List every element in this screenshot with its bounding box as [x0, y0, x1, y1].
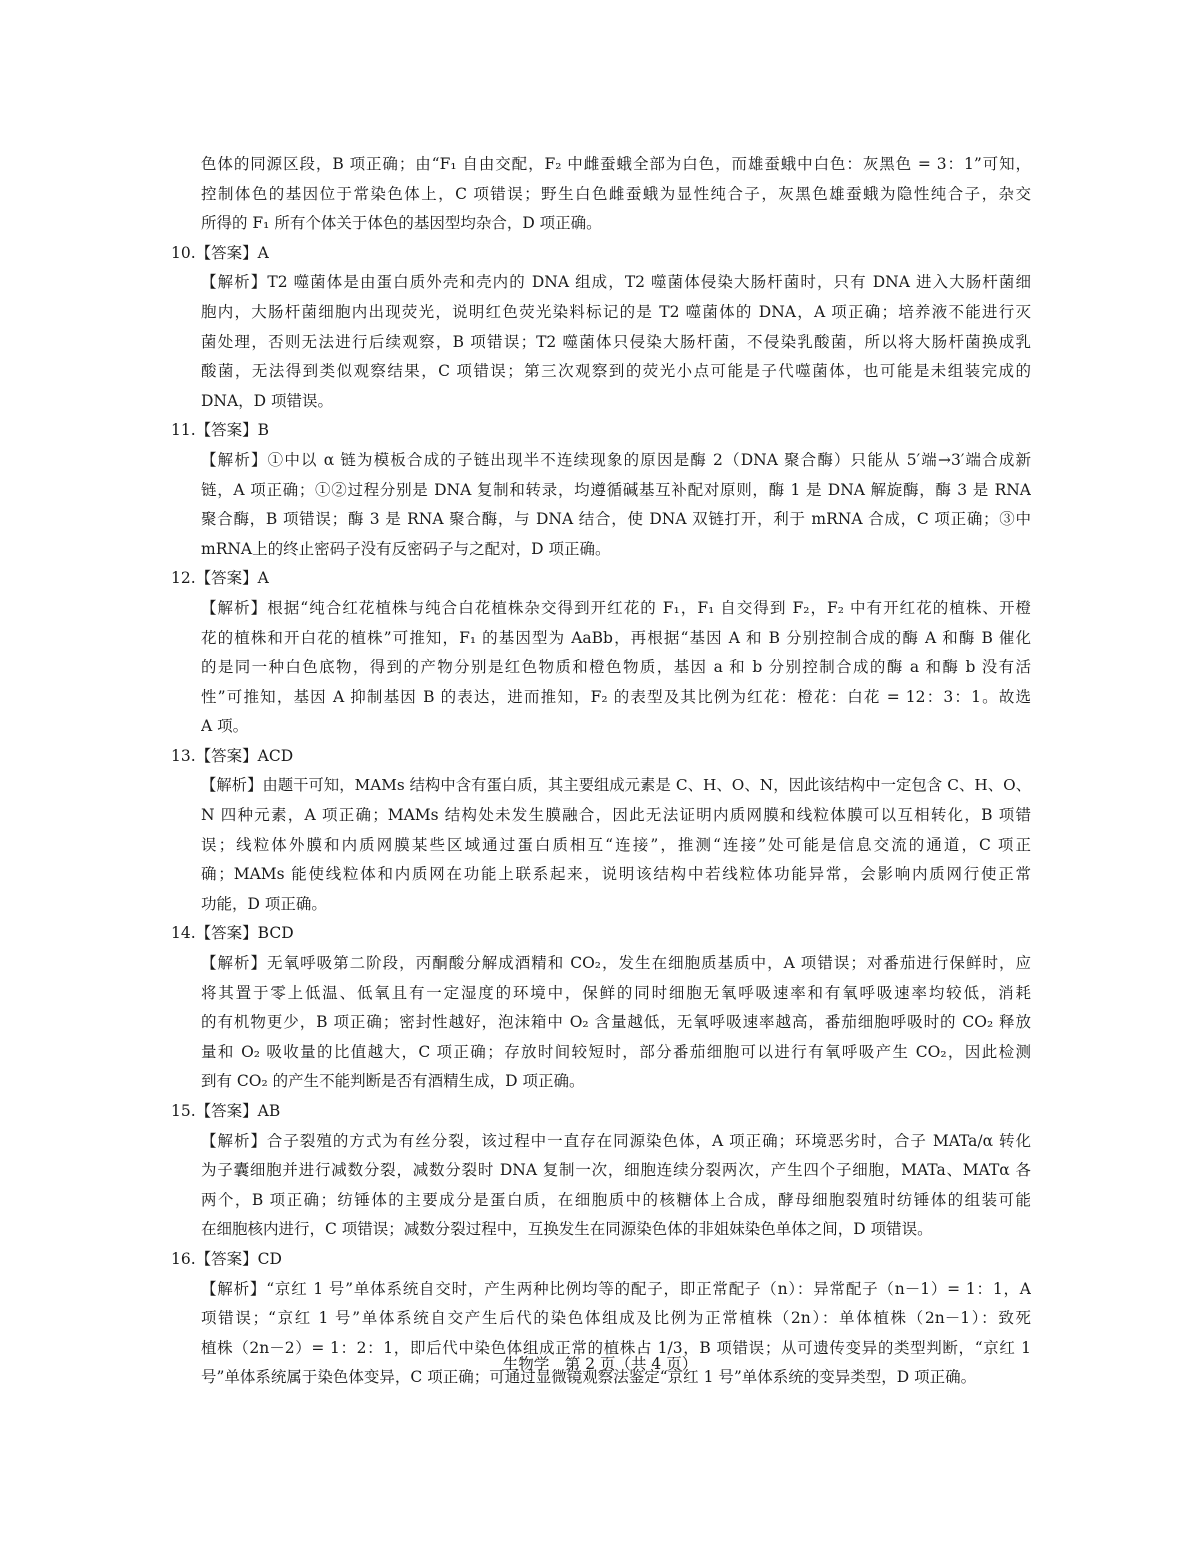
- text-line: 误；线粒体外膜和内质网膜某些区域通过蛋白质相互“连接”，推测“连接”处可能是信息交流的通道，C 项正: [201, 835, 1031, 854]
- answer-heading: 11.【答案】B: [171, 421, 270, 440]
- text-line: A 项。: [201, 717, 249, 736]
- text-line: 植株（2n－2）= 1：2：1，即后代中染色体组成正常的植株占 1/3，B 项错误；从可遗传变异的类型判断，“京红 1: [201, 1338, 1031, 1357]
- text-line: 色体的同源区段，B 项正确；由“F₁ 自由交配，F₂ 中雌蚕蛾全部为白色，而雄蚕蛾中白色：灰黑色 = 3：1”可知，: [201, 155, 1031, 173]
- intro-paragraph: [171, 150, 1031, 239]
- text-line: 胞内，大肠杆菌细胞内出现荧光，说明红色荧光染料标记的是 T2 噬菌体的 DNA，A 项正确；培养液不能进行灭: [201, 302, 1031, 321]
- text-line: 【解析】根据“纯合红花植株与纯合白花植株杂交得到开红花的 F₁，F₁ 自交得到 F₂，F₂ 中有开红花的植株、开橙: [201, 598, 1031, 617]
- text-line: 的有机物更少，B 项正确；密封性越好，泡沫箱中 O₂ 含量越低，无氧呼吸速率越高，番茄细胞呼吸时的 CO₂ 释放: [201, 1013, 1031, 1032]
- question-15: [171, 1097, 1031, 1245]
- answer-heading: 15.【答案】AB: [171, 1102, 281, 1120]
- question-13: [171, 742, 1031, 920]
- text-line: 号”单体系统属于染色体变异，C 项正确；可通过显微镜观察法鉴定“京红 1 号”单体系统的变异类型，D 项正确。: [201, 1368, 977, 1387]
- text-line: N 四种元素，A 项正确；MAMs 结构处未发生膜融合，因此无法证明内质网膜和线粒体膜可以互相转化，B 项错: [201, 806, 1031, 825]
- answer-heading: 14.【答案】BCD: [171, 924, 294, 943]
- text-line: DNA，D 项错误。: [201, 391, 334, 410]
- page-footer: 生物学 第 2 页（共 4 页）: [502, 1355, 698, 1373]
- answer-key-page: [171, 150, 1031, 1393]
- text-line: 的是同一种白色底物，得到的产物分别是红色物质和橙色物质，基因 a 和 b 分别控制合成的酶 a 和酶 b 没有活: [201, 658, 1031, 677]
- text-line: 量和 O₂ 吸收量的比值越大，C 项正确；存放时间较短时，部分番茄细胞可以进行有氧呼吸产生 CO₂，因此检测: [201, 1042, 1031, 1061]
- question-11: [171, 416, 1031, 564]
- text-line: 【解析】①中以 α 链为模板合成的子链出现半不连续现象的原因是酶 2（DNA 聚合酶）只能从 5′端→3′端合成新: [201, 450, 1031, 469]
- text-line: 【解析】无氧呼吸第二阶段，丙酮酸分解成酒精和 CO₂，发生在细胞质基质中，A 项错误；对番茄进行保鲜时，应: [201, 954, 1031, 973]
- text-line: 性”可推知，基因 A 抑制基因 B 的表达，进而推知，F₂ 的表型及其比例为红花：橙花：白花 = 12：3：1。故选: [201, 687, 1031, 706]
- text-line: 【解析】“京红 1 号”单体系统自交时，产生两种比例均等的配子，即正常配子（n）：异常配子（n－1）= 1：1，A: [201, 1279, 1031, 1298]
- text-line: 将其置于零上低温、低氧且有一定湿度的环境中，保鲜的同时细胞无氧呼吸速率和有氧呼吸速率均较低，消耗: [201, 983, 1031, 1002]
- text-line: 到有 CO₂ 的产生不能判断是否有酒精生成，D 项正确。: [201, 1072, 585, 1091]
- text-line: 所得的 F₁ 所有个体关于体色的基因型均杂合，D 项正确。: [201, 214, 602, 233]
- text-line: 确；MAMs 能使线粒体和内质网在功能上联系起来，说明该结构中若线粒体功能异常，会影响内质网行使正常: [201, 865, 1031, 884]
- question-10: [171, 239, 1031, 417]
- question-14: [171, 919, 1031, 1097]
- text-line: 控制体色的基因位于常染色体上，C 项错误；野生白色雌蚕蛾为显性纯合子，灰黑色雄蚕蛾为隐性纯合子，杂交: [201, 184, 1031, 203]
- text-line: 【解析】由题干可知，MAMs 结构中含有蛋白质，其主要组成元素是 C、H、O、N，因此该结构中一定包含 C、H、O、: [201, 776, 1031, 795]
- text-line: mRNA上的终止密码子没有反密码子与之配对，D 项正确。: [201, 539, 611, 558]
- text-line: 聚合酶，B 项错误；酶 3 是 RNA 聚合酶，与 DNA 结合，使 DNA 双链打开，利于 mRNA 合成，C 项正确；③中: [201, 510, 1031, 529]
- question-12: [171, 564, 1031, 742]
- answer-heading: 16.【答案】CD: [171, 1249, 282, 1268]
- text-line: 【解析】合子裂殖的方式为有丝分裂，该过程中一直存在同源染色体，A 项正确；环境恶劣时，合子 MATa/α 转化: [201, 1131, 1031, 1150]
- text-line: 酸菌，无法得到类似观察结果，C 项错误；第三次观察到的荧光小点可能是子代噬菌体，也可能是未组装完成的: [201, 362, 1031, 381]
- answer-heading: 10.【答案】A: [171, 243, 269, 262]
- text-line: 【解析】T2 噬菌体是由蛋白质外壳和壳内的 DNA 组成，T2 噬菌体侵染大肠杆菌时，只有 DNA 进入大肠杆菌细: [201, 273, 1031, 292]
- text-line: 两个，B 项正确；纺锤体的主要成分是蛋白质，在细胞质中的核糖体上合成，酵母细胞裂殖时纺锤体的组装可能: [201, 1190, 1031, 1209]
- answer-heading: 12.【答案】A: [171, 569, 269, 588]
- text-line: 链，A 项正确；①②过程分别是 DNA 复制和转录，均遵循碱基互补配对原则，酶 1 是 DNA 解旋酶，酶 3 是 RNA: [201, 480, 1031, 499]
- text-line: 在细胞核内进行，C 项错误；减数分裂过程中，互换发生在同源染色体的非姐妹染色单体之间，D 项错误。: [201, 1220, 933, 1239]
- text-line: 为子囊细胞并进行减数分裂，减数分裂时 DNA 复制一次，细胞连续分裂两次，产生四个子细胞，MATa、MATα 各: [201, 1161, 1031, 1180]
- text-line: 功能，D 项正确。: [201, 894, 327, 913]
- text-line: 项错误；“京红 1 号”单体系统自交产生后代的染色体组成及比例为正常植株（2n）：单体植株（2n－1）：致死: [201, 1309, 1031, 1328]
- text-line: 菌处理，否则无法进行后续观察，B 项错误；T2 噬菌体只侵染大肠杆菌，不侵染乳酸菌，所以将大肠杆菌换成乳: [201, 332, 1031, 351]
- answer-heading: 13.【答案】ACD: [171, 746, 294, 765]
- text-line: 花的植株和开白花的植株”可推知，F₁ 的基因型为 AaBb，再根据“基因 A 和 B 分别控制合成的酶 A 和酶 B 催化: [201, 628, 1031, 647]
